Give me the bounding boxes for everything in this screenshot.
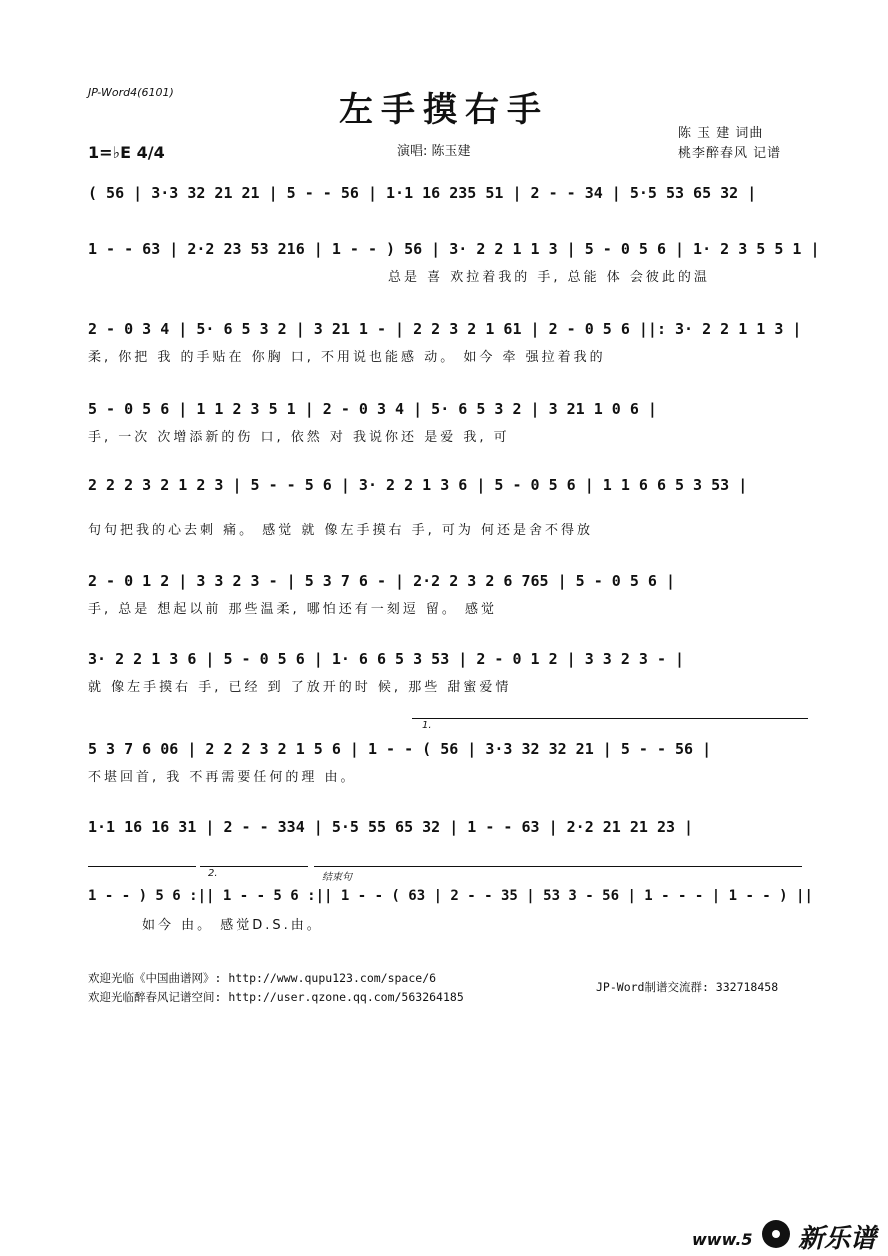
coda-bracket	[314, 866, 802, 867]
footer-link-qzone[interactable]: 欢迎光临醉春风记谱空间: http://user.qzone.qq.com/563264185	[88, 990, 464, 1004]
system-3-lyrics: 柔, 你把 我 的手贴在 你胸 口, 不用说也能感 动。 如今 牵 强拉着我的	[88, 350, 606, 365]
system-2-notes: 1 - - 63 | 2·2 23 53 216 | 1 - - ) 56 | 3· 2 2 1 1 3 | 5 - 0 5 6 | 1· 2 3 5 5 1 |	[88, 240, 820, 258]
system-2-lyrics: 总是 喜 欢拉着我的 手, 总能 体 会彼此的温	[388, 270, 710, 285]
footer-group: JP-Word制谱交流群: 332718458	[596, 980, 779, 994]
watermark-brand: 新乐谱	[797, 1224, 876, 1254]
system-8-lyrics: 不堪回首, 我 不再需要任何的理 由。	[88, 770, 357, 785]
first-ending-bracket	[412, 718, 808, 719]
system-10-notes: 1 - - ) 5 6 :|| 1 - - 5 6 :|| 1 - - ( 63 | 2 - - 35 | 53 3 - 56 | 1 - - - | 1 - - ) ||	[88, 888, 813, 904]
system-6-notes: 2 - 0 1 2 | 3 3 2 3 - | 5 3 7 6 - | 2·2 2 3 2 6 765 | 5 - 0 5 6 |	[88, 572, 675, 590]
second-ending-label: 2.	[208, 868, 218, 879]
system-4-lyrics: 手, 一次 次增添新的伤 口, 依然 对 我说你还 是爱 我, 可	[88, 430, 510, 445]
first-ending-continuation	[88, 866, 196, 867]
system-7-lyrics: 就 像左手摸右 手, 已经 到 了放开的时 候, 那些 甜蜜爱情	[88, 680, 512, 695]
system-6-lyrics: 手, 总是 想起以前 那些温柔, 哪怕还有一刻逗 留。 感觉	[88, 602, 498, 617]
song-title: 左手摸右手	[339, 90, 549, 130]
watermark-url: www.5	[692, 1230, 753, 1249]
footer-link-qupu[interactable]: 欢迎光临《中国曲谱网》: http://www.qupu123.com/space/6	[88, 971, 437, 985]
first-ending-label: 1.	[422, 720, 432, 731]
system-9-notes: 1·1 16 16 31 | 2 - - 334 | 5·5 55 65 32 | 1 - - 63 | 2·2 21 21 23 |	[88, 818, 694, 836]
software-label: JP-Word4(6101)	[88, 86, 174, 99]
system-3-notes: 2 - 0 3 4 | 5· 6 5 3 2 | 3 21 1 - | 2 2 3 2 1 61 | 2 - 0 5 6 ||: 3· 2 2 1 1 3 |	[88, 320, 802, 338]
vinyl-logo-icon	[762, 1220, 790, 1248]
system-8-notes: 5 3 7 6 06 | 2 2 2 3 2 1 5 6 | 1 - - ( 56 | 3·3 32 32 21 | 5 - - 56 |	[88, 740, 712, 758]
singer-credit: 演唱: 陈玉建	[397, 144, 471, 159]
system-1-notes: ( 56 | 3·3 32 21 21 | 5 - - 56 | 1·1 16 235 51 | 2 - - 34 | 5·5 53 65 32 |	[88, 184, 757, 202]
system-4-notes: 5 - 0 5 6 | 1 1 2 3 5 1 | 2 - 0 3 4 | 5· 6 5 3 2 | 3 21 1 0 6 |	[88, 400, 657, 418]
transcriber-credit: 桃李醉春风 记谱	[678, 146, 782, 161]
composer-credit: 陈 玉 建 词曲	[678, 126, 764, 141]
system-7-notes: 3· 2 2 1 3 6 | 5 - 0 5 6 | 1· 6 6 5 3 53 | 2 - 0 1 2 | 3 3 2 3 - |	[88, 650, 685, 668]
system-5-lyrics: 句句把我的心去刺 痛。 感觉 就 像左手摸右 手, 可为 何还是舍不得放	[88, 523, 594, 538]
key-signature: 1=♭E 4/4	[88, 143, 165, 162]
system-5-notes: 2 2 2 3 2 1 2 3 | 5 - - 5 6 | 3· 2 2 1 3 6 | 5 - 0 5 6 | 1 1 6 6 5 3 53 |	[88, 476, 748, 494]
coda-label: 结束句	[322, 872, 352, 883]
second-ending-bracket	[200, 866, 308, 867]
system-10-lyrics: 如今 由。 感觉D.S.由。	[142, 918, 323, 933]
